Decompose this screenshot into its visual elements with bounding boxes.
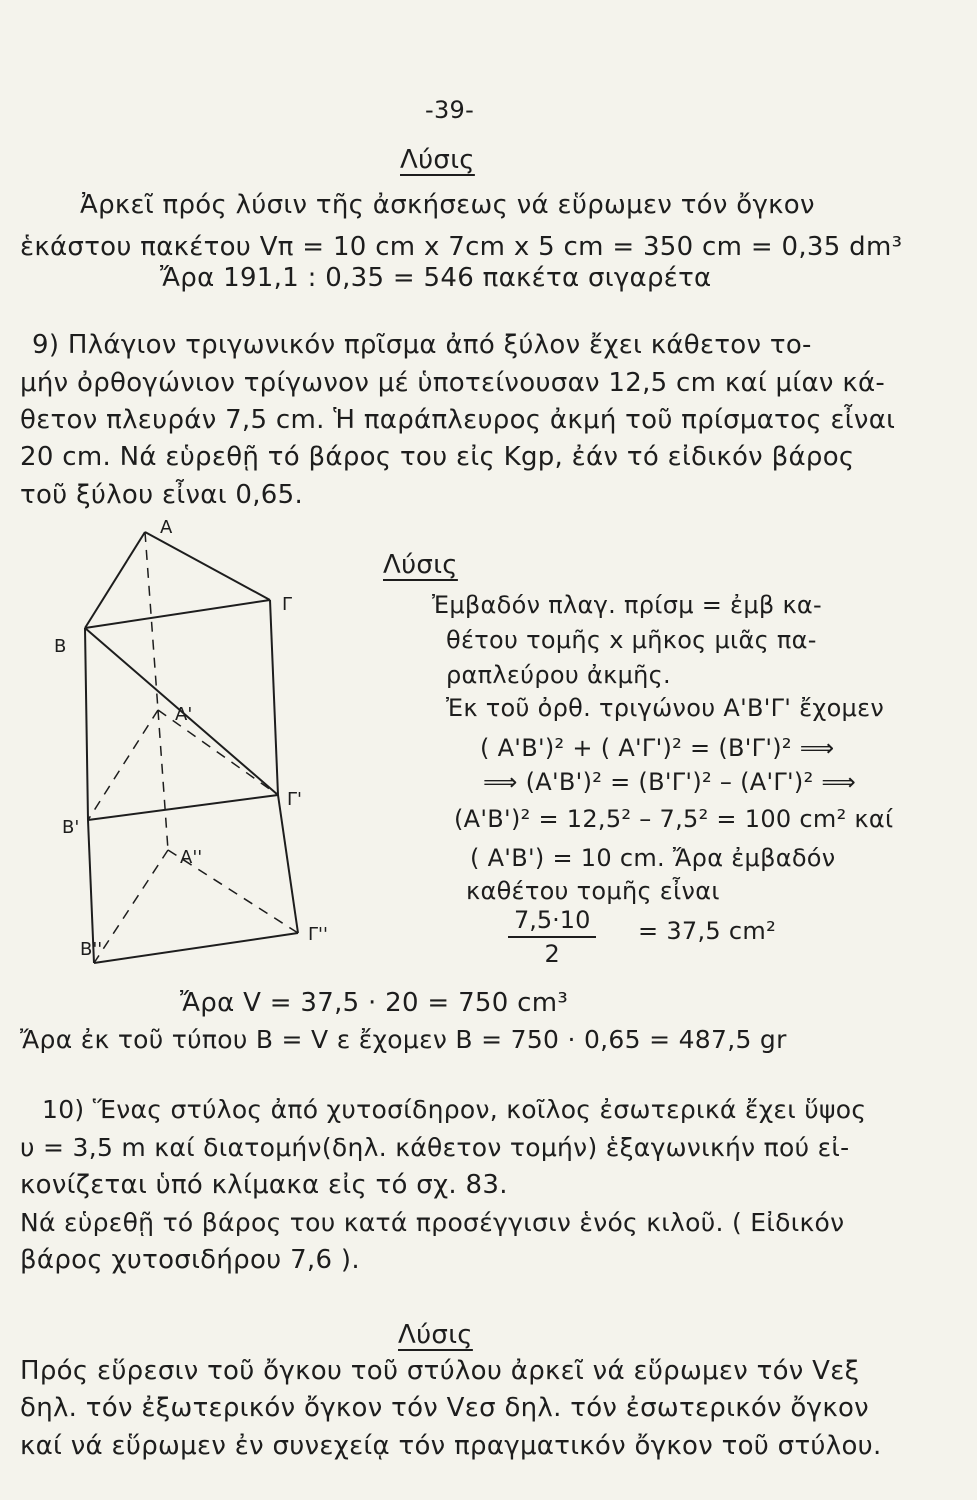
fraction-result: = 37,5 cm² [638,917,776,945]
sol8-line-3: Ἄρα 191,1 : 0,35 = 546 πακέτα σιγαρέτα [160,263,712,293]
sol9-line-2: θέτου τομῆς x μῆκος μιᾶς πα- [446,626,817,654]
problem9-line-5: τοῦ ξύλου εἶναι 0,65. [20,480,304,510]
sol9-line-1: Ἐμβαδόν πλαγ. πρίσμ = ἐμβ κα- [432,591,822,619]
problem10-line-3: κονίζεται ὑπό κλίμακα εἰς τό σχ. 83. [20,1170,508,1200]
problem9-line-4: 20 cm. Νά εὑρεθῇ τό βάρος του εἰς Kgp, ἐάν τό εἰδικόν βάρος [20,442,855,472]
label-A2: A'' [180,847,203,868]
prism-figure [50,515,400,985]
sol10-heading: Λύσις [398,1320,473,1350]
sol10-line-2: δηλ. τόν ἐξωτερικόν ὄγκον τόν Vεσ δηλ. τόν ἐσωτερικόν ὄγκον [20,1393,869,1423]
sol9-line-7: (A'B')² = 12,5² – 7,5² = 100 cm² καί [454,805,894,833]
problem10-line-1: 10) Ἕνας στύλος ἀπό χυτοσίδηρον, κοῖλος ἐσωτερικά ἔχει ὕψος [42,1095,867,1124]
area-fraction [508,906,596,968]
label-B2: B'' [80,939,103,960]
label-G2: Γ'' [308,924,328,945]
fraction-denominator: 2 [544,940,560,968]
sol9-line-4: Ἐκ τοῦ ὀρθ. τριγώνου Α'Β'Γ' ἔχομεν [446,694,885,722]
label-B: B [54,636,67,657]
label-G1: Γ' [287,789,302,810]
fraction-numerator: 7,5·10 [508,906,596,938]
sol9-line-6: ⟹ (A'B')² = (B'Γ')² – (A'Γ')² ⟹ [483,768,857,796]
label-A1: A' [175,704,193,725]
sol10-line-1: Πρός εὕρεσιν τοῦ ὄγκου τοῦ στύλου ἀρκεῖ νά εὕρωμεν τόν Vεξ [20,1356,860,1386]
page-number: -39- [425,96,475,124]
sol8-line-2: ἑκάστου πακέτου Vπ = 10 cm x 7cm x 5 cm = 350 cm = 0,35 dm³ [20,232,903,262]
sol9-weight: Ἄρα ἐκ τοῦ τύπου B = V ε ἔχομεν B = 750 · 0,65 = 487,5 gr [20,1025,787,1054]
problem9-line-3: θετον πλευράν 7,5 cm. Ἡ παράπλευρος ἀκμή τοῦ πρίσματος εἶναι [20,405,896,435]
sol9-line-3: ραπλεύρου ἀκμῆς. [446,661,671,689]
sol10-line-3: καί νά εὕρωμεν ἐν συνεχείᾳ τόν πραγματικόν ὄγκον τοῦ στύλου. [20,1431,882,1461]
problem10-line-5: βάρος χυτοσιδήρου 7,6 ). [20,1245,360,1275]
sol9-volume: Ἄρα V = 37,5 · 20 = 750 cm³ [180,988,569,1018]
problem9-line-2: μήν ὀρθογώνιον τρίγωνον μέ ὑποτείνουσαν 12,5 cm καί μίαν κά- [20,368,886,398]
problem10-line-2: υ = 3,5 m καί διατομήν(δηλ. κάθετον τομήν) ἑξαγωνικήν πού εἰ- [20,1133,850,1162]
sol8-line-1: Ἀρκεῖ πρός λύσιν τῆς ἀσκήσεως νά εὕρωμεν τόν ὄγκον [80,190,815,220]
sol9-line-8: ( A'B') = 10 cm. Ἄρα ἐμβαδόν [470,844,836,872]
problem9-line-1: 9) Πλάγιον τριγωνικόν πρῖσμα ἀπό ξύλον ἔχει κάθετον το- [32,330,812,360]
label-A: A [160,517,173,538]
sol9-heading: Λύσις [383,550,458,580]
solution-heading: Λύσις [400,145,475,175]
label-B1: B' [62,817,80,838]
label-G: Γ [282,594,293,615]
sol9-line-9: καθέτου τομῆς εἶναι [466,877,720,905]
problem10-line-4: Νά εὑρεθῇ τό βάρος του κατά προσέγγισιν ἑνός κιλοῦ. ( Εἰδικόν [20,1208,845,1237]
sol9-line-5: ( A'B')² + ( A'Γ')² = (B'Γ')² ⟹ [480,734,835,762]
